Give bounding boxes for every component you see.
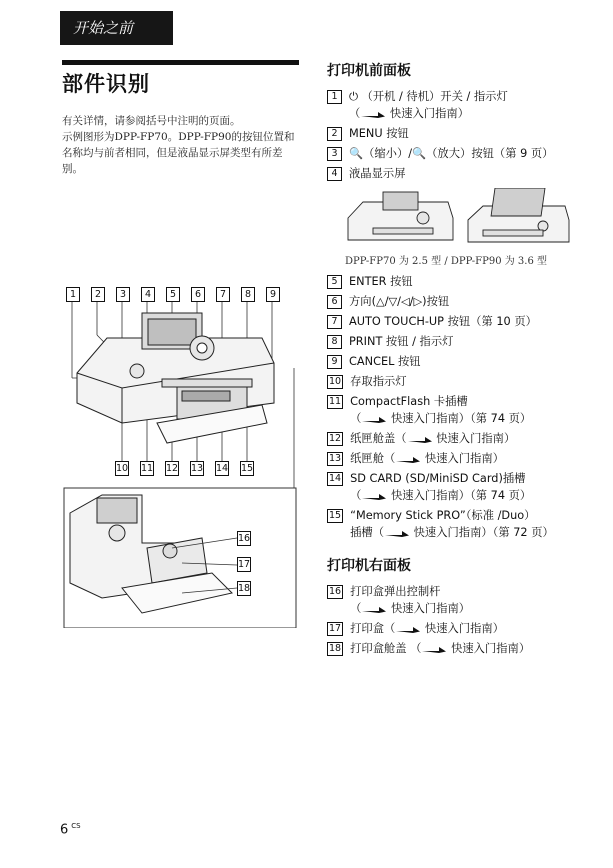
item-ref: 快速入门指南	[451, 642, 519, 655]
intro-line-2: 示例图形为DPP-FP70。DPP-FP90的按钮位置和名称均与前者相同，但是液晶显示屏类型有所差别。	[62, 131, 295, 175]
list-item	[327, 313, 587, 330]
figure-callout-4: 4	[141, 287, 155, 302]
list-item	[327, 373, 587, 390]
figure-callout-8: 8	[241, 287, 255, 302]
item-text: AUTO TOUCH-UP 按钮（第 10 页）	[349, 315, 537, 328]
item-number: 5	[327, 275, 342, 289]
list-item: 12 纸匣舱盖（ 快速入门指南）	[329, 432, 516, 445]
item-number: 16	[329, 586, 342, 597]
item-number: 6	[327, 295, 342, 309]
item-text: ⏻ （开机 / 待机）开关 / 指示灯	[349, 90, 508, 103]
list-item	[327, 145, 587, 162]
list-item	[327, 293, 587, 310]
figure-callout-11: 11	[141, 463, 154, 474]
figure-callout-16: 16	[238, 533, 251, 544]
quickstart-arrow-icon	[395, 625, 421, 634]
item-text: 打印盒（	[350, 622, 396, 635]
list-item: 13 纸匣舱（ 快速入门指南）	[329, 452, 504, 465]
item-page-ref: （第 74 页）	[470, 412, 532, 425]
item-number: 14	[329, 473, 342, 484]
list-item: 1 ⏻ （开机 / 待机）开关 / 指示灯 （ 快速入门指南）	[327, 88, 587, 122]
item-ref: 快速入门指南	[436, 432, 504, 445]
list-item	[327, 125, 587, 142]
item-text: CompactFlash 卡插槽	[350, 395, 468, 408]
quickstart-arrow-icon	[361, 492, 387, 501]
quickstart-arrow-icon	[384, 529, 410, 538]
list-item: 15 “Memory Stick PRO”（标准 /Duo） 插槽（ 快速入门指南）（第 72 页）	[329, 509, 554, 539]
figure-callout-18: 18	[238, 583, 251, 594]
list-item: 18 打印盒舱盖 （ 快速入门指南）	[329, 642, 531, 655]
quickstart-arrow-icon	[407, 435, 433, 444]
list-item: 11 CompactFlash 卡插槽 （ 快速入门指南）（第 74 页）	[329, 395, 532, 425]
item-number: 1	[327, 90, 342, 104]
figure-callout-6: 6	[191, 287, 205, 302]
figure-callout-3: 3	[116, 287, 130, 302]
item-text: MENU 按钮	[349, 127, 409, 140]
item-page-ref: （第 74 页）	[470, 489, 532, 502]
item-number: 17	[329, 623, 342, 634]
intro-line-1: 有关详情，请参阅括号中注明的页面。	[62, 115, 241, 127]
item-ref: 快速入门指南	[389, 107, 458, 120]
item-text: 纸匣舱盖（	[350, 432, 407, 445]
language-code: CS	[71, 822, 81, 830]
item-number: 8	[327, 335, 342, 349]
item-number: 18	[329, 643, 342, 654]
figure-callout-17: 17	[238, 559, 251, 570]
figure-callout-12: 12	[166, 463, 179, 474]
page-title: 部件识别	[62, 72, 150, 96]
figure-callout-10: 10	[116, 463, 129, 474]
item-ref: 快速入门指南	[391, 602, 459, 615]
figure-callout-15: 15	[241, 463, 254, 474]
item-number: 9	[327, 355, 342, 369]
list-item	[327, 165, 587, 182]
item-text: “Memory Stick PRO”（标准 /Duo）	[350, 509, 536, 522]
quickstart-arrow-icon	[360, 110, 386, 119]
item-text: 液晶显示屏	[349, 167, 406, 180]
figure-callout-13: 13	[191, 463, 204, 474]
figure-callout-9: 9	[266, 287, 280, 302]
item-number: 13	[329, 453, 342, 464]
quickstart-arrow-icon	[421, 645, 447, 654]
item-text: 存取指示灯	[350, 375, 407, 388]
item-number: 12	[329, 433, 342, 444]
item-text: CANCEL 按钮	[349, 355, 421, 368]
figure-callout-1: 1	[66, 287, 80, 302]
item-text: SD CARD (SD/MiniSD Card)插槽	[350, 472, 526, 485]
quickstart-arrow-icon	[361, 415, 387, 424]
lcd-comparison-figure	[343, 188, 587, 248]
printer-models-illustration	[343, 188, 573, 248]
item-text: 打印盒舱盖 （	[350, 642, 422, 655]
item-ref: 快速入门指南	[391, 412, 459, 425]
item-text: ENTER 按钮	[349, 275, 413, 288]
intro-text	[62, 113, 302, 177]
item-ref: 快速入门指南	[413, 526, 482, 539]
list-item	[327, 333, 587, 350]
figure-callout-7: 7	[216, 287, 230, 302]
list-item: 17 打印盒（ 快速入门指南）	[329, 622, 504, 635]
right-panel-heading: 打印机右面板	[327, 558, 411, 574]
item-text: 纸匣舱（	[350, 452, 396, 465]
front-panel-heading: 打印机前面板	[327, 63, 411, 79]
quickstart-arrow-icon	[361, 605, 387, 614]
item-text: 方向(△/▽/◁/▷)按钮	[349, 295, 450, 308]
item-number: 3	[327, 147, 342, 161]
item-number: 11	[329, 396, 342, 407]
printer-illustration	[62, 283, 302, 628]
lcd-size-caption: DPP-FP70 为 2.5 型 / DPP-FP90 为 3.6 型	[345, 256, 548, 267]
parts-list	[327, 60, 587, 660]
item-ref: 快速入门指南	[424, 622, 493, 635]
item-text: 🔍（缩小）/🔍（放大）按钮（第 9 页）	[349, 147, 554, 160]
item-text: 打印盒弹出控制杆	[350, 585, 441, 598]
list-item	[327, 353, 587, 370]
figure-callout-14: 14	[216, 463, 229, 474]
figure-callout-5: 5	[166, 287, 180, 302]
page-number: 6 $^{CS}$	[60, 822, 81, 838]
item-ref: 快速入门指南	[391, 489, 459, 502]
list-item: 16 打印盒弹出控制杆 （ 快速入门指南）	[329, 585, 471, 615]
item-number: 7	[327, 315, 342, 329]
item-text: PRINT 按钮 / 指示灯	[349, 335, 454, 348]
item-number: 10	[329, 376, 342, 387]
item-number: 4	[327, 167, 342, 181]
list-item	[327, 273, 587, 290]
item-ref: 快速入门指南	[424, 452, 493, 465]
quickstart-arrow-icon	[395, 455, 421, 464]
title-rule	[62, 60, 299, 65]
item-number: 2	[327, 127, 342, 141]
chapter-tab: 开始之前	[60, 11, 173, 45]
list-item: 14 SD CARD (SD/MiniSD Card)插槽 （ 快速入门指南）（第 74 页）	[329, 472, 532, 502]
item-number: 15	[329, 510, 342, 521]
item-page-ref: ）（第 72 页）	[481, 526, 554, 539]
figure-callout-2: 2	[91, 287, 105, 302]
printer-figure	[62, 283, 302, 628]
